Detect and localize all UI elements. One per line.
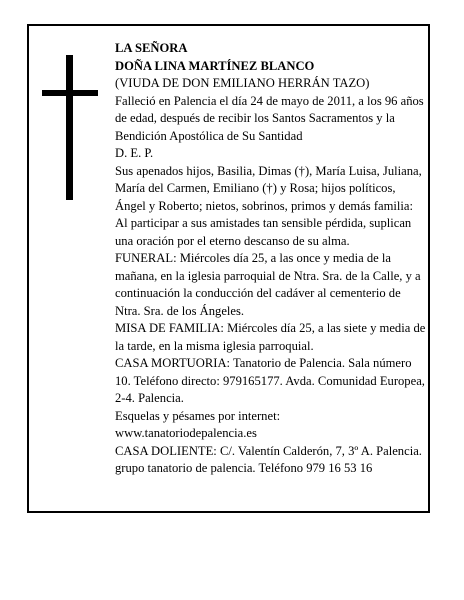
cross-vertical-bar bbox=[66, 55, 73, 200]
mortuary-info: CASA MORTUORIA: Tanatorio de Palencia. Sala número 10. Teléfono directo: 979165177. Avda. Comunidad Europea, 2-4. Palencia. bbox=[115, 356, 425, 405]
dep-text: D. E. P. bbox=[115, 146, 154, 160]
obituary-notice bbox=[27, 24, 430, 513]
prayer-request: Al participar a sus amistades tan sensible pérdida, suplican una oración por el eterno descanso de su alma. bbox=[115, 216, 412, 248]
footer-text: grupo tanatorio de palencia. Teléfono 979 16 53 16 bbox=[115, 461, 373, 475]
condolences-label: Esquelas y pésames por internet: bbox=[115, 408, 281, 423]
death-info: Falleció en Palencia el día 24 de mayo de 2011, a los 96 años de edad, después de recibir los Santos Sacramentos y la Bendición Apostólica de Su Santidad bbox=[115, 93, 424, 143]
cross-horizontal-bar bbox=[42, 90, 98, 96]
widow-subtitle: (VIUDA DE DON EMILIANO HERRÁN TAZO) bbox=[115, 76, 370, 90]
title-line-1: LA SEÑORA bbox=[115, 41, 188, 55]
funeral-info: FUNERAL: Miércoles día 25, a las once y media de la mañana, en la iglesia parroquial de Ntra. Sra. de la Calle, y a continuación la conducción del cadáver al cementerio de Ntra. Sra. de los Ángeles. bbox=[115, 251, 421, 318]
deceased-name: DOÑA LINA MARTÍNEZ BLANCO bbox=[115, 58, 315, 73]
family-mass-info: MISA DE FAMILIA: Miércoles día 25, a las siete y media de la tarde, en la misma iglesia parroquial. bbox=[115, 321, 426, 353]
mourning-house-info: CASA DOLIENTE: C/. Valentín Calderón, 7, 3º A. Palencia. bbox=[115, 443, 422, 458]
cross-icon bbox=[42, 55, 98, 200]
notice-text bbox=[115, 40, 427, 478]
family-list: Sus apenados hijos, Basilia, Dimas (†), María Luisa, Juliana, María del Carmen, Emiliano (†) y Rosa; hijos políticos, Ángel y Roberto; nietos, sobrinos, primos y demás familia: bbox=[115, 163, 422, 213]
website-link[interactable]: www.tanatoriodepalencia.es bbox=[115, 426, 257, 440]
